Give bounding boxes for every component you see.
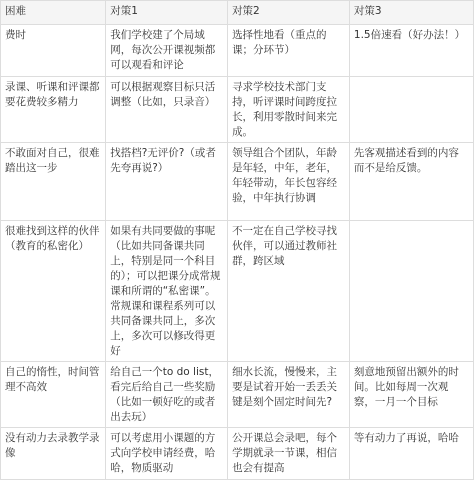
table-cell: 没有动力去录教学录像 [1, 428, 106, 480]
table-cell: 刻意地预留出额外的时间。比如每周一次观察，一月一个目标 [349, 362, 473, 428]
table-cell: 如果有共同要做的事呢（比如共同备课共同上，特别是同一个科目的）；可以把课分成常规课和所谓的“私密课”。常规课和课程系列可以共同备课共同上，多次上，多次可以修改得更好 [106, 221, 228, 362]
table-cell: 先客观描述看到的内容而不是给反馈。 [349, 143, 473, 221]
table-cell: 很难找到这样的伙伴（教育的私密化） [1, 221, 106, 362]
table-cell: 可以根据观察目标只活调整（比如，只录音） [106, 77, 228, 143]
table-cell: 可以考虑用小课题的方式向学校申请经费，哈哈，物质驱动 [106, 428, 228, 480]
table-cell: 不一定在自己学校寻找伙伴，可以通过教师社群，跨区域 [228, 221, 350, 362]
table-cell: 录课、听课和评课都要花费较多精力 [1, 77, 106, 143]
table-cell: 选择性地看（重点的课；分环节） [228, 25, 350, 77]
table-cell: 找搭档?无评价?（或者先夸再说?） [106, 143, 228, 221]
header-row [1, 1, 474, 25]
header-difficulty: 困难 [1, 1, 106, 25]
table-cell: 费时 [1, 25, 106, 77]
table-cell [349, 221, 473, 362]
header-strategy-2: 对策2 [228, 1, 350, 25]
table-cell: 1.5倍速看（好办法！） [349, 25, 473, 77]
table-cell: 领导组合个团队，年龄是年轻，中年，老年，年轻带动，年长包容经验，中年执行协调 [228, 143, 350, 221]
table-row [1, 25, 474, 77]
table-cell: 公开课总会录吧，每个学期就录一节课，相信也会有提高 [228, 428, 350, 480]
table-cell: 给自己一个to do list，看完后给自己一些奖励（比如一顿好吃的或者出去玩） [106, 362, 228, 428]
table-row [1, 362, 474, 428]
table-row [1, 143, 474, 221]
table-cell: 寻求学校技术部门支持，听评课时间跨度拉长，利用零散时间来完成。 [228, 77, 350, 143]
table-row [1, 221, 474, 362]
table-cell: 不敢面对自己，很难踏出这一步 [1, 143, 106, 221]
table-cell: 细水长流，慢慢来，主要是试着开始一丢丢关键是刻个固定时间先? [228, 362, 350, 428]
table-cell: 自己的惰性，时间管理不高效 [1, 362, 106, 428]
table-cell: 我们学校建了个局域网，每次公开课视频都可以观看和评论 [106, 25, 228, 77]
header-strategy-1: 对策1 [106, 1, 228, 25]
table-row [1, 77, 474, 143]
table-cell [349, 77, 473, 143]
table-cell: 等有动力了再说，哈哈 [349, 428, 473, 480]
header-strategy-3: 对策3 [349, 1, 473, 25]
table-row [1, 428, 474, 480]
